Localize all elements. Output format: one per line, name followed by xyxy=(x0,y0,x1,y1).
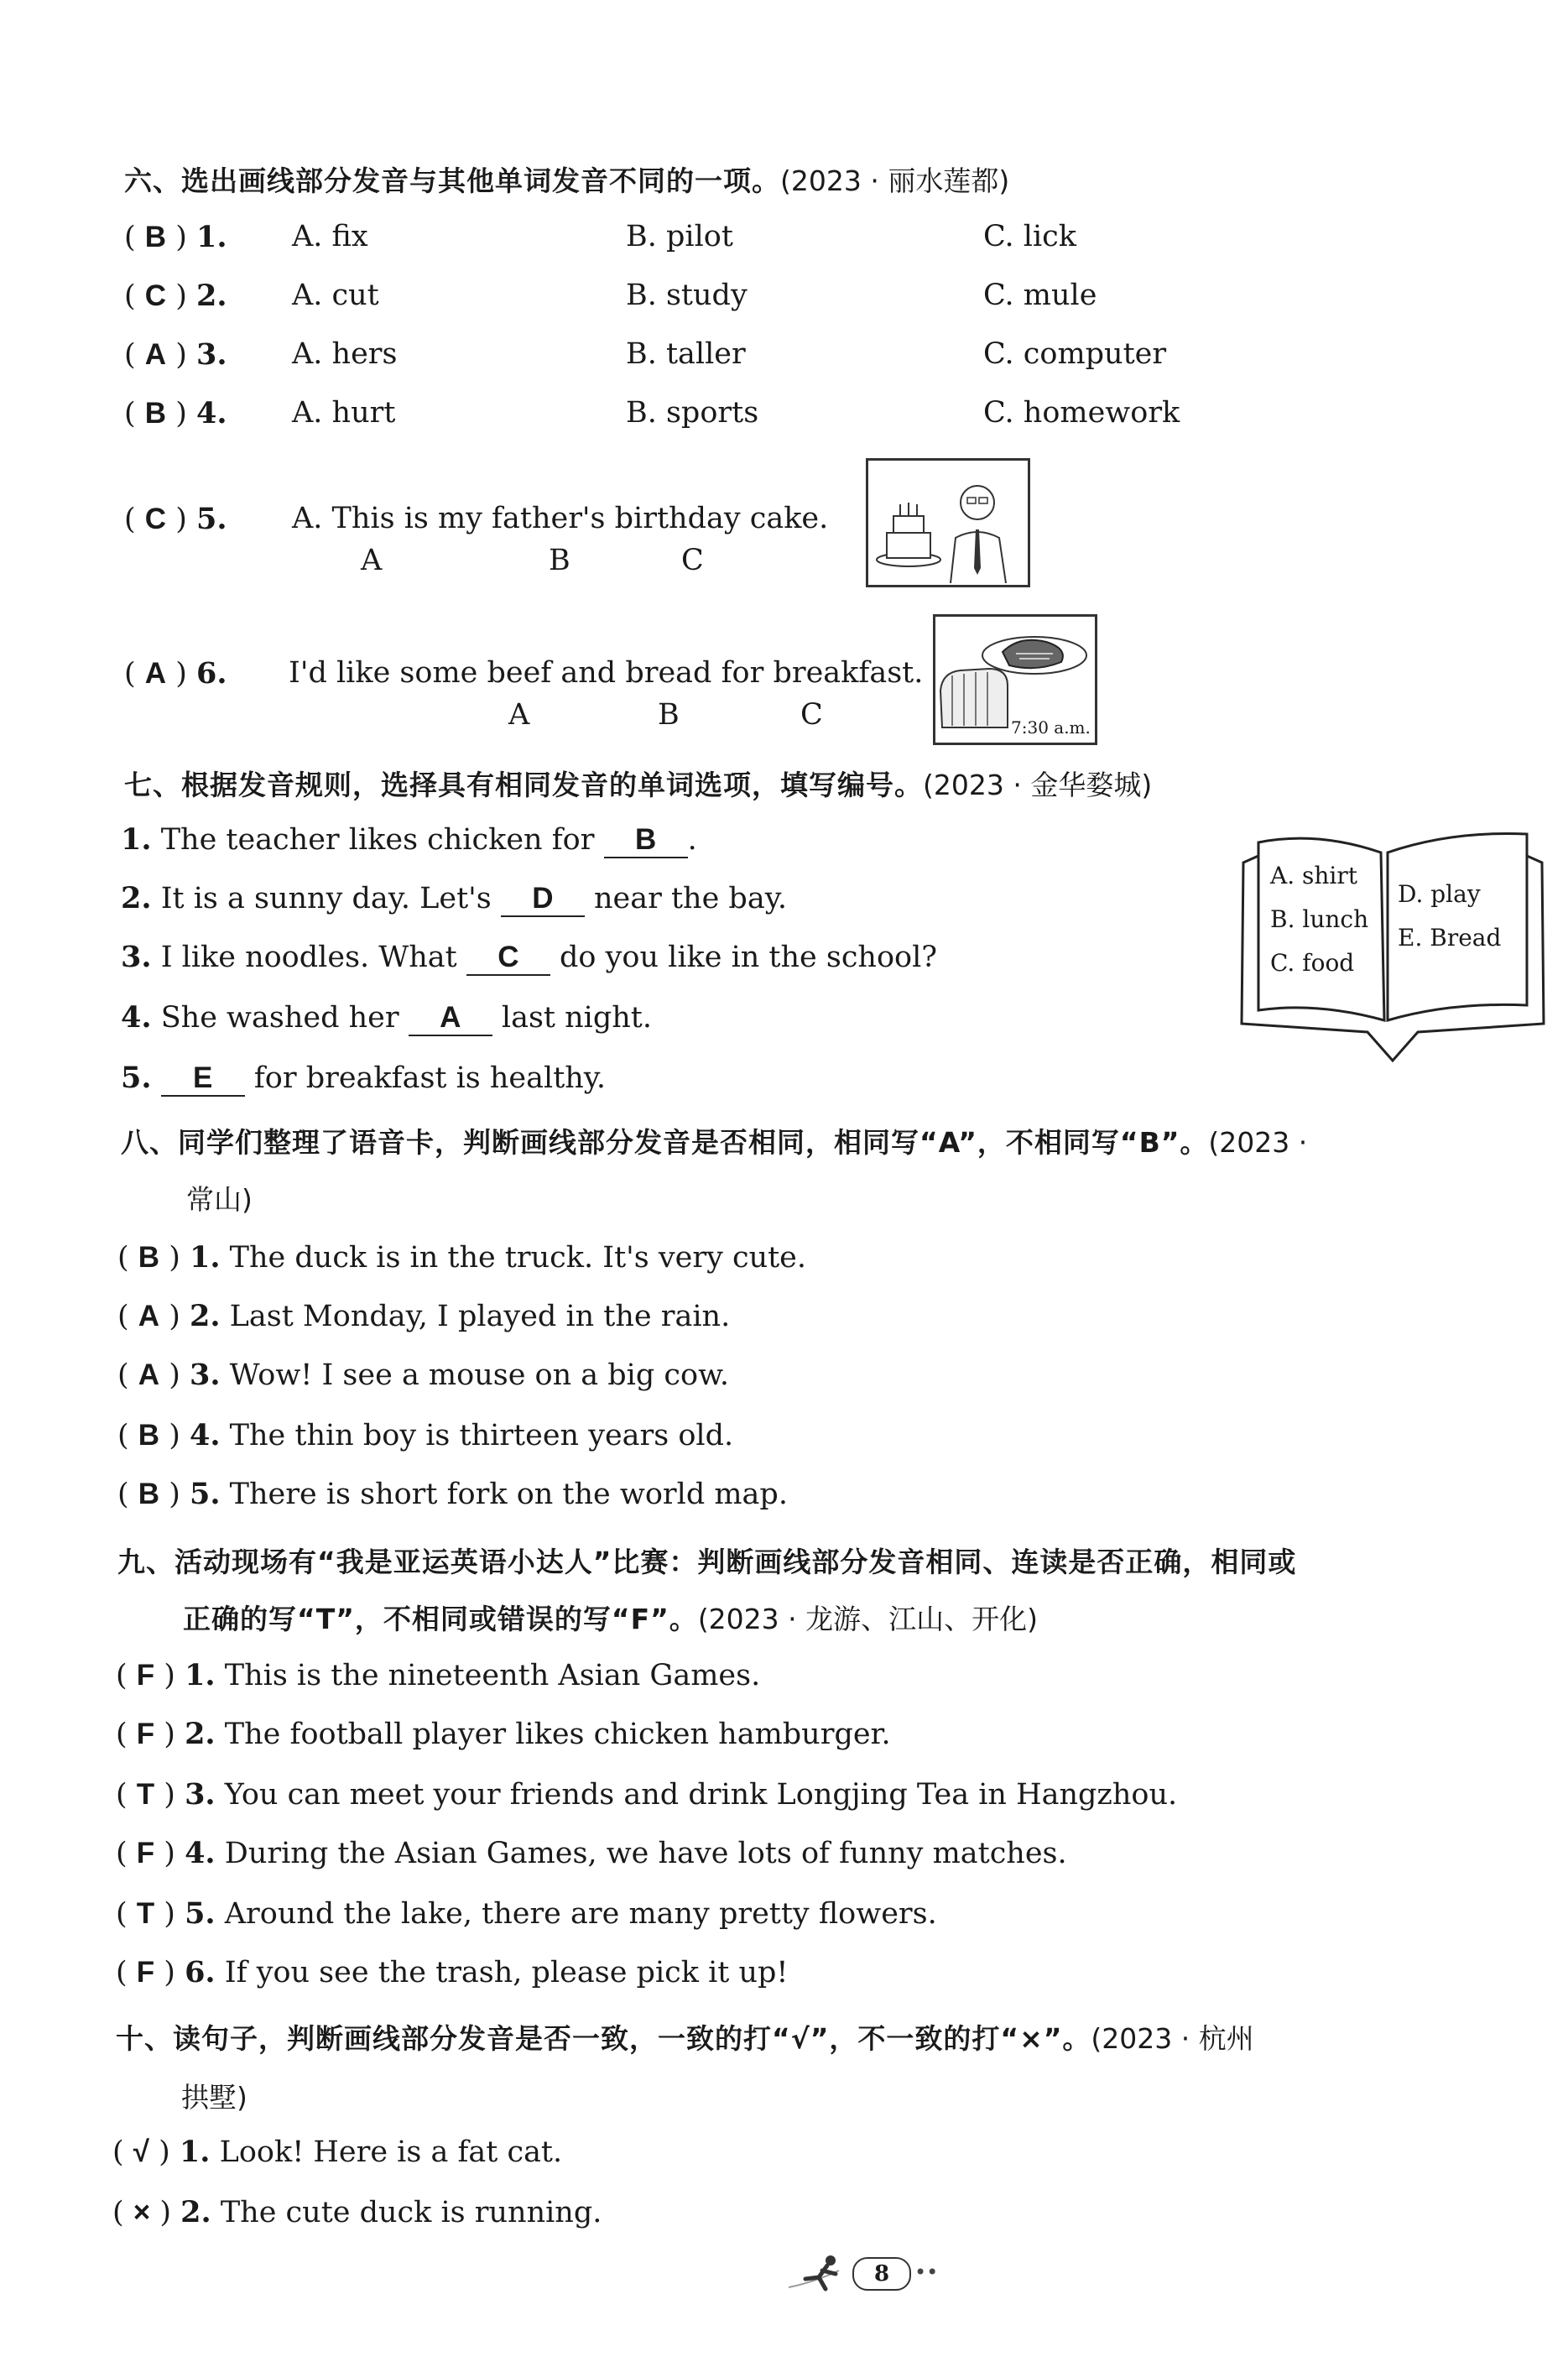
sentence-end: near the bay. xyxy=(594,882,787,915)
label-c: C xyxy=(800,698,823,732)
breakfast-picture xyxy=(933,614,1097,745)
question-number: 5. xyxy=(189,1477,221,1511)
question-number: 4. xyxy=(195,396,227,430)
dots-decoration: •• xyxy=(914,2260,939,2284)
section-10-title: 十、读句子，判断画线部分发音是否一致，一致的打“√”，不一致的打“×”。 xyxy=(116,2022,1091,2055)
option-c: C. computer xyxy=(983,337,1167,371)
section-9-title-cont: 正确的写“T”，不相同或错误的写“F”。 xyxy=(183,1603,698,1635)
fill-row xyxy=(121,881,787,917)
sentence: Last Monday, I played in the rain. xyxy=(229,1300,731,1333)
judge-row: ( B ) 4. The thin boy is thirteen years old. xyxy=(117,1418,734,1452)
option-a: A. hurt xyxy=(292,396,396,430)
question-number: 6. xyxy=(185,1955,216,1989)
word-option: C. food xyxy=(1270,949,1355,977)
sentence: During the Asian Games, we have lots of funny matches. xyxy=(224,1837,1067,1870)
section-10-heading-cont xyxy=(181,2076,247,2115)
judge-row: ( √ ) 1. Look! Here is a fat cat. xyxy=(112,2135,563,2169)
option-a: A. cut xyxy=(292,279,379,312)
question-number: 1. xyxy=(179,2135,211,2169)
section-10-source-cont: 拱墅) xyxy=(181,2081,247,2114)
label-b: B xyxy=(549,544,570,577)
question-number: 2. xyxy=(121,881,152,915)
option-c: C. lick xyxy=(983,220,1076,253)
answer-mark: T xyxy=(136,1778,155,1811)
question-number: 2. xyxy=(195,279,227,313)
section-6-source: (2023 · 丽水莲都) xyxy=(780,164,1010,197)
section-8-source: (2023 · xyxy=(1208,1126,1308,1159)
book-left-page xyxy=(1270,854,1368,985)
judge-row: ( F ) 4. During the Asian Games, we have lots of funny matches. xyxy=(116,1836,1067,1870)
question-number: 2. xyxy=(180,2195,211,2229)
option-c: C. homework xyxy=(983,396,1180,430)
judge-row: ( A ) 3. Wow! I see a mouse on a big cow. xyxy=(117,1358,729,1392)
question-number: 3. xyxy=(195,337,227,372)
judge-row: ( F ) 2. The football player likes chicken hamburger. xyxy=(116,1717,891,1751)
section-9-source: (2023 · 龙游、江山、开化) xyxy=(697,1603,1039,1635)
question-number: 1. xyxy=(195,220,227,254)
answer-blank: B xyxy=(604,823,688,858)
option-b: B. pilot xyxy=(626,220,733,253)
section-9-heading-cont xyxy=(183,1598,1038,1637)
sentence: The duck is in the truck. It's very cute. xyxy=(229,1241,807,1275)
question-number: 6. xyxy=(195,656,227,691)
question-number: 1. xyxy=(189,1240,221,1275)
question-row: ( A ) 6. xyxy=(124,656,227,691)
answer-mark: × xyxy=(133,2196,151,2229)
question-number: 3. xyxy=(185,1777,216,1812)
answer-mark: C xyxy=(144,279,167,312)
answer-blank: C xyxy=(466,941,550,976)
option-b: B. taller xyxy=(626,337,746,371)
time-label: 7:30 a.m. xyxy=(1011,717,1091,738)
judge-row: ( B ) 5. There is short fork on the world map. xyxy=(117,1477,788,1511)
section-10-source: (2023 · 杭州 xyxy=(1091,2022,1254,2055)
answer-mark: F xyxy=(136,1956,155,1989)
answer-mark: A xyxy=(144,657,167,690)
answer-mark: T xyxy=(136,1897,155,1930)
page-footer xyxy=(780,2249,965,2299)
option-a: A. hers xyxy=(292,337,398,371)
question-number: 2. xyxy=(185,1717,216,1751)
answer-mark: A xyxy=(138,1358,160,1391)
question-number: 5. xyxy=(195,502,227,536)
judge-row: ( F ) 6. If you see the trash, please pick it up! xyxy=(116,1955,789,1989)
book-right-page xyxy=(1398,873,1501,960)
answer-mark: B xyxy=(144,221,167,253)
answer-mark: F xyxy=(136,1718,155,1750)
answer-mark: B xyxy=(138,1478,160,1510)
question-number: 4. xyxy=(189,1418,221,1452)
sentence: Around the lake, there are many pretty flowers. xyxy=(224,1897,937,1931)
judge-row: ( F ) 1. This is the nineteenth Asian Games. xyxy=(116,1658,761,1692)
runner-icon xyxy=(780,2249,856,2299)
question-number: 1. xyxy=(185,1658,216,1692)
section-9-heading xyxy=(117,1541,1296,1580)
cake-and-father-icon xyxy=(868,461,1028,585)
judge-row: ( T ) 3. You can meet your friends and drink Longjing Tea in Hangzhou. xyxy=(116,1777,1178,1812)
question-number: 4. xyxy=(121,1000,152,1035)
section-7-source: (2023 · 金华婺城) xyxy=(923,769,1153,801)
question-number: 5. xyxy=(121,1061,152,1095)
option-a: A. fix xyxy=(292,220,368,253)
word-option: B. lunch xyxy=(1270,905,1369,933)
question-number: 5. xyxy=(185,1896,216,1931)
word-option: D. play xyxy=(1398,880,1481,908)
question-number: 3. xyxy=(189,1358,221,1392)
sentence: If you see the trash, please pick it up! xyxy=(224,1956,789,1989)
judge-row: ( A ) 2. Last Monday, I played in the rain. xyxy=(117,1299,731,1333)
label-a: A xyxy=(361,544,383,577)
fill-row xyxy=(121,1000,652,1036)
sentence: There is short fork on the world map. xyxy=(229,1478,788,1511)
sentence-start: The teacher likes chicken for xyxy=(160,823,595,857)
sentence: You can meet your friends and drink Longjing Tea in Hangzhou. xyxy=(224,1778,1178,1812)
answer-mark: √ xyxy=(133,2135,149,2168)
sentence-start: I like noodles. What xyxy=(160,941,457,974)
label-b: B xyxy=(658,698,680,732)
page-number: 8 xyxy=(852,2257,911,2291)
section-10-heading xyxy=(116,2017,1254,2057)
word-bank-book xyxy=(1233,822,1552,1074)
answer-blank: D xyxy=(501,882,585,917)
section-8-heading xyxy=(121,1121,1307,1160)
section-6-title: 六、选出画线部分发音与其他单词发音不同的一项。 xyxy=(124,164,780,197)
answer-mark: F xyxy=(136,1659,155,1692)
sentence: The cute duck is running. xyxy=(220,2196,602,2229)
question-row: ( B ) 1. xyxy=(124,220,227,254)
sentence-q5: A. This is my father's birthday cake. xyxy=(292,502,829,535)
sentence-end: . xyxy=(687,823,697,857)
question-number: 2. xyxy=(189,1299,221,1333)
answer-mark: A xyxy=(138,1300,160,1332)
section-8-heading-cont xyxy=(186,1178,253,1217)
judge-row: ( B ) 1. The duck is in the truck. It's very cute. xyxy=(117,1240,807,1275)
sentence: Wow! I see a mouse on a big cow. xyxy=(229,1358,729,1392)
answer-blank: A xyxy=(409,1001,492,1036)
question-number: 1. xyxy=(121,822,152,857)
question-row: ( C ) 2. xyxy=(124,279,227,313)
word-option: E. Bread xyxy=(1398,924,1502,952)
judge-row: ( × ) 2. The cute duck is running. xyxy=(112,2195,602,2229)
answer-mark: B xyxy=(138,1241,160,1274)
sentence-end: for breakfast is healthy. xyxy=(253,1061,607,1095)
label-c: C xyxy=(681,544,704,577)
section-9-title: 九、活动现场有“我是亚运英语小达人”比赛：判断画线部分发音相同、连读是否正确，相同或 xyxy=(117,1546,1297,1578)
sentence-end: do you like in the school? xyxy=(560,941,938,974)
label-a: A xyxy=(508,698,530,732)
section-7-heading xyxy=(124,764,1152,803)
question-row: ( A ) 3. xyxy=(124,337,227,372)
fill-row xyxy=(121,1061,606,1097)
question-number: 4. xyxy=(185,1836,216,1870)
section-7-title: 七、根据发音规则，选择具有相同发音的单词选项，填写编号。 xyxy=(124,769,923,801)
answer-mark: B xyxy=(138,1419,160,1452)
sentence: The thin boy is thirteen years old. xyxy=(229,1419,734,1452)
sentence-q6: I'd like some beef and bread for breakfast. xyxy=(289,656,924,690)
answer-mark: A xyxy=(144,338,167,371)
sentence-end: last night. xyxy=(501,1001,652,1035)
judge-row: ( T ) 5. Around the lake, there are many pretty flowers. xyxy=(116,1896,937,1931)
sentence-start: It is a sunny day. Let's xyxy=(160,882,492,915)
section-6-heading xyxy=(124,159,1009,199)
answer-mark: F xyxy=(136,1837,155,1869)
answer-mark: C xyxy=(144,503,167,535)
option-c: C. mule xyxy=(983,279,1097,312)
answer-mark: B xyxy=(144,397,167,430)
sentence-start: She washed her xyxy=(160,1001,399,1035)
fill-row xyxy=(121,940,937,976)
sentence: Look! Here is a fat cat. xyxy=(219,2135,563,2169)
section-8-source-cont: 常山) xyxy=(186,1183,253,1216)
option-b: B. sports xyxy=(626,396,759,430)
sentence: The football player likes chicken hamburger. xyxy=(224,1718,891,1751)
word-option: A. shirt xyxy=(1270,862,1358,889)
question-number: 3. xyxy=(121,940,152,974)
birthday-picture xyxy=(866,458,1030,587)
sentence: This is the nineteenth Asian Games. xyxy=(224,1659,761,1692)
question-row: ( C ) 5. xyxy=(124,502,227,536)
answer-blank: E xyxy=(161,1061,245,1097)
question-row: ( B ) 4. xyxy=(124,396,227,430)
section-8-title: 八、同学们整理了语音卡，判断画线部分发音是否相同，相同写“A”，不相同写“B”。 xyxy=(121,1126,1209,1159)
option-b: B. study xyxy=(626,279,748,312)
fill-row xyxy=(121,822,697,858)
